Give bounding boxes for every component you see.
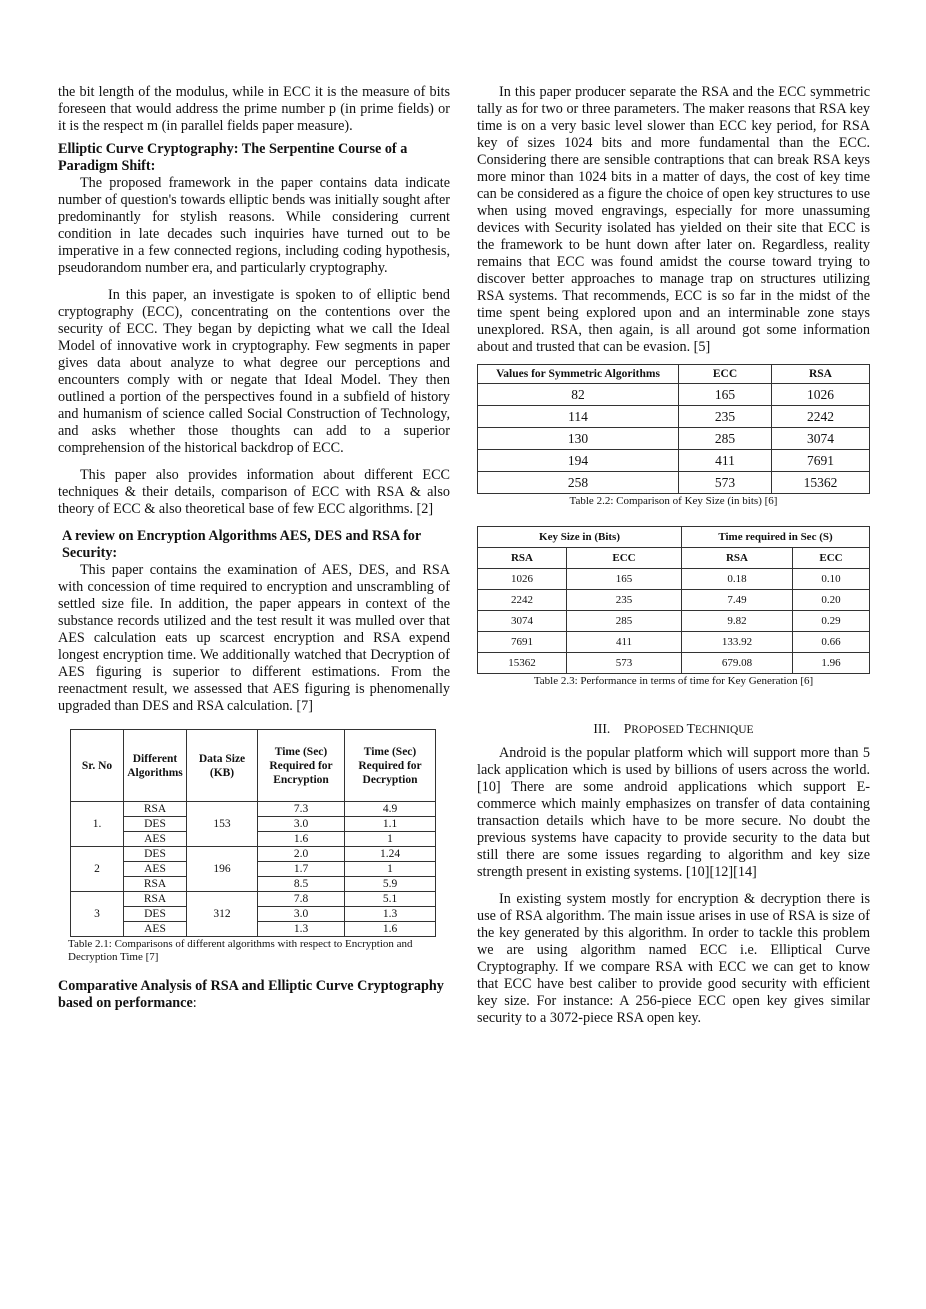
table2-cell: 235 [679,406,772,428]
paragraph-ecc-investigation: In this paper, an investigate is spoken to of elliptic bend cryptography (ECC), concentrating on the contentions over the security of ECC. They began by depicting what we call the Ideal Model of innovative work in cryptography. Few segments in paper gives data about analyze to what degree our perceptions and encounters comply with or negate that Ideal Model. They then outlined a portion of the perspectives found in a subfield of history and humanism of science called Social Construction of Technology, and asks whether those thoughts can add to a superior comprehension of the historical backdrop of ECC. [58,287,450,456]
table2-cell: 194 [478,450,679,472]
paragraph-ecc-techniques: This paper also provides information about different ECC techniques & their details, comparison of ECC with RSA & also theory of ECC & also theoretical base of few ECC algorithms. [2] [58,467,450,517]
table1-cell: 5.1 [345,892,436,907]
table3-cell: 7691 [478,632,567,653]
table1-cell: DES [124,817,187,832]
paragraph-ecc-framework: The proposed framework in the paper contains data indicate number of question's towards elliptic bends was initially sought after predominantly for stylish reasons. While considering current condition in late decades such inquiries have turned out to be imperative in a few connected regions, including coding hypothesis, pseudorandom number era, and particularly cryptography. [58,175,450,276]
table2-cell: 3074 [772,428,870,450]
table1-cell: 4.9 [345,802,436,817]
table1-cell: 7.3 [258,802,345,817]
table2-cell: 411 [679,450,772,472]
table1-header: Different Algorithms [124,730,187,802]
table1-cell: 7.8 [258,892,345,907]
table2-cell: 114 [478,406,679,428]
table2-cell: 285 [679,428,772,450]
table2-cell: 165 [679,384,772,406]
table3-header: RSA [682,548,793,569]
table1-cell: 1.1 [345,817,436,832]
table1-cell: 1.3 [345,907,436,922]
table1-size: 312 [187,892,258,937]
heading-comparative-analysis [58,978,450,1012]
table2-header: Values for Symmetric Algorithms [478,365,679,384]
table1-cell: 3.0 [258,907,345,922]
paragraph-existing-system: In existing system mostly for encryption & decryption there is use of RSA algorithm. The main issue arises in use of RSA is size of the key generated by this algorithm. In order to tackle this problem we are using algorithm named ECC i.e. Elliptical Curve Cryptography. If we compare RSA with ECC we can get to know that ECC have best caliber to provide good security with efficient key size. For instance: A 256-piece ECC open key gives similar security to a 3072-piece RSA open key. [477,891,870,1026]
table-key-generation-time [477,526,870,674]
table1-cell: 1.3 [258,922,345,937]
table3-caption: Table 2.3: Performance in terms of time for Key Generation [6] [533,675,814,687]
heading-comparative-colon: : [192,995,197,1011]
table3-cell: 235 [567,590,682,611]
table1-header: Time (Sec) Required for Encryption [258,730,345,802]
intro-paragraph: the bit length of the modulus, while in ECC it is the measure of bits foreseen that would address the prime number p (in prime fields) or it is the respect m (in parallel fields paper measure). [58,84,450,134]
table3-cell: 165 [567,569,682,590]
table3-cell: 0.20 [793,590,870,611]
table1-size: 196 [187,847,258,892]
paragraph-rsa-vs-ecc: In this paper producer separate the RSA and the ECC symmetric tally as for two or three parameters. The maker reasons that RSA key time is on a very basic level slower than ECC key period, for RSA key of sizes 1024 bits and more fundamental than the ECC. Considering there are sensible contraptions that can break RSA keys more minor than 1024 bits in a matter of days, the cost of key time can be considered as a figure the choice of open key structures to use when using moved engravings, especially for more unassuming devices with Security isolated has yielded on their site that ECC is the framework to be hunt down after later on. Regardless, reality remains that ECC was found amidst the course toward trying to discover better approaches to manage trap on structures utilizing RSA systems. That recommends, ECC is so far in the midst of the time spent being explored upon and an interminable zone stays unexplored. RSA, then again, is all around got some information about and trusted that can be evasion. [5] [477,84,870,355]
table1-cell: DES [124,907,187,922]
table1-cell: 5.9 [345,877,436,892]
table1-header: Data Size (KB) [187,730,258,802]
heading-aes-des-rsa: A review on Encryption Algorithms AES, DES and RSA for Security: [62,528,421,561]
table2-cell: 1026 [772,384,870,406]
section-title-roposed: ROPOSED [631,724,687,736]
table3-cell: 0.18 [682,569,793,590]
table-key-size [477,364,870,494]
table1-sr: 1. [71,802,124,847]
table1-caption: Table 2.1: Comparisons of different algorithms with respect to Encryption and Decryption Time [7] [68,938,413,963]
heading-ecc-paradigm: Elliptic Curve Cryptography: The Serpentine Course of a Paradigm Shift: [58,141,408,174]
table2-cell: 15362 [772,472,870,494]
table1-cell: AES [124,862,187,877]
table1-cell: RSA [124,802,187,817]
table2-cell: 2242 [772,406,870,428]
table3-cell: 133.92 [682,632,793,653]
table3-cell: 411 [567,632,682,653]
table1-cell: 1.6 [258,832,345,847]
table3-cell: 285 [567,611,682,632]
table2-caption: Table 2.2: Comparison of Key Size (in bits) [6] [569,495,778,507]
table3-cell: 3074 [478,611,567,632]
left-column [58,84,450,1012]
table3-cell: 0.29 [793,611,870,632]
table2-cell: 573 [679,472,772,494]
table1-cell: 1 [345,832,436,847]
table1-cell: 1.7 [258,862,345,877]
table1-cell: 3.0 [258,817,345,832]
table1-cell: AES [124,922,187,937]
table3-cell: 0.10 [793,569,870,590]
table3-header: RSA [478,548,567,569]
section-heading-proposed-technique [477,720,870,739]
table1-header: Time (Sec) Required for Decryption [345,730,436,802]
table3-group-header: Time required in Sec (S) [682,527,870,548]
table3-cell: 1026 [478,569,567,590]
table2-cell: 82 [478,384,679,406]
table2-header: ECC [679,365,772,384]
table1-cell: 1.24 [345,847,436,862]
table3-cell: 9.82 [682,611,793,632]
table1-cell: RSA [124,892,187,907]
table3-cell: 573 [567,653,682,674]
section-number: III. [593,721,611,736]
table3-header: ECC [793,548,870,569]
paragraph-android-platform: Android is the popular platform which will support more than 5 lack application which is used by billions of users across the world.[10] There are some android applications which support E-commerce which mainly emphasizes on transfer of data containing transaction details which have to be more secure. No doubt the previous systems have capacity to provide security to the data but still there are some issues regarding to algorithm and key size strength present in existing systems. [10][12][14] [477,745,870,880]
table1-cell: 1.6 [345,922,436,937]
table1-cell: 8.5 [258,877,345,892]
table1-cell: DES [124,847,187,862]
table2-header: RSA [772,365,870,384]
table2-cell: 258 [478,472,679,494]
table1-header: Sr. No [71,730,124,802]
table3-group-header: Key Size in (Bits) [478,527,682,548]
table3-cell: 1.96 [793,653,870,674]
table1-sr: 3 [71,892,124,937]
right-column [477,84,870,1027]
section-title-t: T [686,721,695,736]
table1-size: 153 [187,802,258,847]
table3-cell: 2242 [478,590,567,611]
table2-cell: 7691 [772,450,870,472]
table1-cell: AES [124,832,187,847]
table3-cell: 0.66 [793,632,870,653]
table1-sr: 2 [71,847,124,892]
table1-cell: RSA [124,877,187,892]
heading-comparative-text: Comparative Analysis of RSA and Elliptic Curve Cryptography based on performance [58,978,444,1011]
table3-cell: 7.49 [682,590,793,611]
table2-cell: 130 [478,428,679,450]
table3-header: ECC [567,548,682,569]
table-encryption-times [70,729,436,937]
table1-cell: 1 [345,862,436,877]
section-title-p: P [623,721,632,736]
table1-cell: 2.0 [258,847,345,862]
section-title-echnique: ECHNIQUE [694,724,754,736]
paragraph-aes-des-rsa: This paper contains the examination of AES, DES, and RSA with concession of time required to encryption and unscrambling of settled size file. In addition, the paper appears in context of the substance records utilized and the test result it was mulled over that AES calculation eats up scarcest encryption and RSA expend longest encryption time. We additionally watched that Decryption of AES figuring is superior to different estimations. From the reenactment result, we assessed that AES figuring is phenomenally upgraded than DES and RSA calculation. [7] [58,562,450,714]
table3-cell: 15362 [478,653,567,674]
table3-cell: 679.08 [682,653,793,674]
